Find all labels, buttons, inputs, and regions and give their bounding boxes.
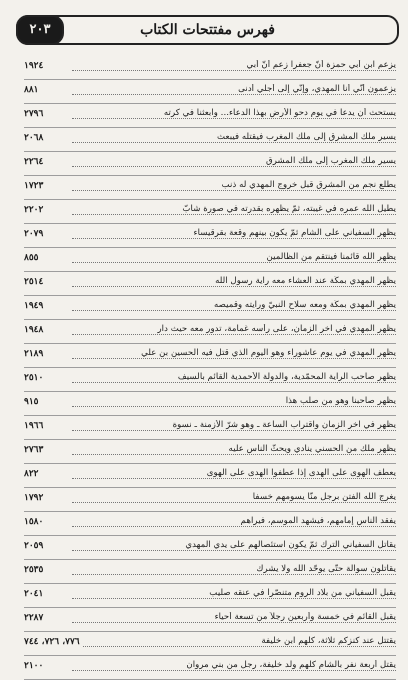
entry-reference: ٢٠٥٩ [24,541,46,551]
index-entry [24,344,396,368]
index-entry [24,656,396,680]
entry-reference: ١٩٢٤ [24,61,46,71]
index-entry [24,56,396,80]
index-list [24,56,396,680]
entry-text: يظهر المهدي بمكّة ومعه سلاح النبيّ ورايته وقميصه [211,300,396,310]
index-entry [24,464,396,488]
entry-reference: ٢٥٣٥ [24,565,46,575]
entry-reference: ٢٢٨٧ [24,613,46,623]
index-entry [24,632,396,656]
entry-text: يظهر الله قائمنا فينتقم من الظالمين [264,252,396,262]
index-entry [24,248,396,272]
index-entry [24,320,396,344]
index-entry [24,80,396,104]
index-entry [24,128,396,152]
entry-reference: ٢٠٤١ [24,589,46,599]
entry-text: يفقد الناس إمامهم، فيشهد الموسم، فيراهم [238,516,396,526]
index-entry [24,104,396,128]
index-entry [24,512,396,536]
entry-reference: ١٧٩٢ [24,493,46,503]
entry-text: يظهر صاحب الراية المحمّدية، والدولة الأحمدية القائم بالسيف [175,372,396,382]
index-entry [24,200,396,224]
page-header [16,15,399,45]
index-entry [24,584,396,608]
entry-reference: ٨٨١ [24,85,42,95]
entry-reference: ٢٧٦٣ [24,445,46,455]
entry-reference: ١٩٤٩ [24,301,46,311]
entry-text: يظهر ملك من الحسني ينادي ويحثّ الناس عليه [226,444,396,454]
entry-text: يطلع نجم من المشرق قبل خروج المهدي له ذنب [219,180,396,190]
index-entry [24,440,396,464]
entry-text: يظهر في آخر الزمان واقتراب الساعة ـ وهو شرّ الأزمنة ـ نسوة [170,420,396,430]
index-entry [24,176,396,200]
entry-reference: ٢١٠٠ [24,661,46,671]
entry-reference: ١٧٢٣ [24,181,46,191]
page-number: ٢٠٣ [16,15,64,45]
entry-text: يقبل القائم في خمسة وأربعين رجلاً من تسعة أحياء [212,612,396,622]
entry-text: يطيل الله عمره في غيبته، ثمّ يظهره بقدرته في صورة شابّ [179,204,396,214]
entry-text: يسير ملك المغرب إلى ملك المشرق [263,156,396,166]
entry-text: يظهر المهدي بمكّة عند العشاء معه راية رسول الله [212,276,396,286]
index-entry [24,608,396,632]
entry-text: يقتل أربعة نفر بالشام كلّهم ولد خليفة، رجل من بني مروان [183,660,396,670]
entry-text: يقبل السفياني من بلاد الروم متنصّراً في عنقه صليب [206,588,396,598]
entry-text: يسير ملك المشرق إلى ملك المغرب فيقتله فيبعث [214,132,396,142]
entry-text: يظهر المهدي في يوم عاشوراء وهو اليوم الذي قتل فيه الحسين بن علي [138,348,396,358]
index-entry [24,416,396,440]
entry-reference: ٢٠٧٩ [24,229,46,239]
entry-text: يزعم ابن أبي حمزة أنّ جعفراً زعم أنّ أبي [243,60,396,70]
entry-reference: ٩١٥ [24,397,42,407]
entry-text: يغرج الله الفتن برجل منّا يسومهم خسفاً [250,492,396,502]
entry-text: يظهر السفياني على الشام ثمّ يكون بينهم وقعة بقرقيساء [191,228,397,238]
entry-text: يقاتلون سوالة حتّى يوحّد الله ولا يشرك [253,564,396,574]
index-entry [24,392,396,416]
index-entry [24,488,396,512]
entry-reference: ١٩٦٦ [24,421,46,431]
entry-text: يظهر صاحبنا وهو من صلب هذا [283,396,396,406]
index-entry [24,152,396,176]
entry-text: يقاتل السفياني الترك ثمّ يكون استئصالهم على يدي المهدي [182,540,396,550]
index-entry [24,560,396,584]
index-entry [24,368,396,392]
entry-text: يقتتل عند كنزكم ثلاثة، كلّهم ابن خليفة [258,636,396,646]
index-entry [24,296,396,320]
entry-reference: ٨٢٢ [24,469,42,479]
entry-text: يزعمون أنّي أنا المهدي، وإنّي إلى أجلي أدنى [235,84,396,94]
entry-reference: ٢٠٦٨ [24,133,46,143]
entry-reference: ٢٧٩٦ [24,109,46,119]
entry-reference: ٢٢٠٢ [24,205,46,215]
entry-text: يعطف الهوى على الهدى إذا عطفوا الهدى على الهوى [204,468,396,478]
entry-reference: ٧٧٦، ٧٢٦، ٧٤٤ [24,637,83,647]
entry-text: يظهر المهدي في آخر الزمان، على رأسه غمامة، تدور معه حيث دار [154,324,396,334]
index-entry [24,536,396,560]
entry-reference: ٢١٨٩ [24,349,46,359]
entry-reference: ٢٢٦٤ [24,157,46,167]
index-entry [24,224,396,248]
entry-text: يستحث أن يدعا في يوم دحو الأرض بهذا الدعاء... وابعثنا في كرته [161,108,396,118]
entry-reference: ٨٥٥ [24,253,42,263]
entry-reference: ٢٥١٠ [24,373,46,383]
entry-reference: ١٩٤٨ [24,325,46,335]
entry-reference: ١٥٨٠ [24,517,46,527]
entry-reference: ٢٥١٤ [24,277,46,287]
index-entry [24,272,396,296]
page-title: فهرس مفتتحات الكتاب [140,22,275,38]
